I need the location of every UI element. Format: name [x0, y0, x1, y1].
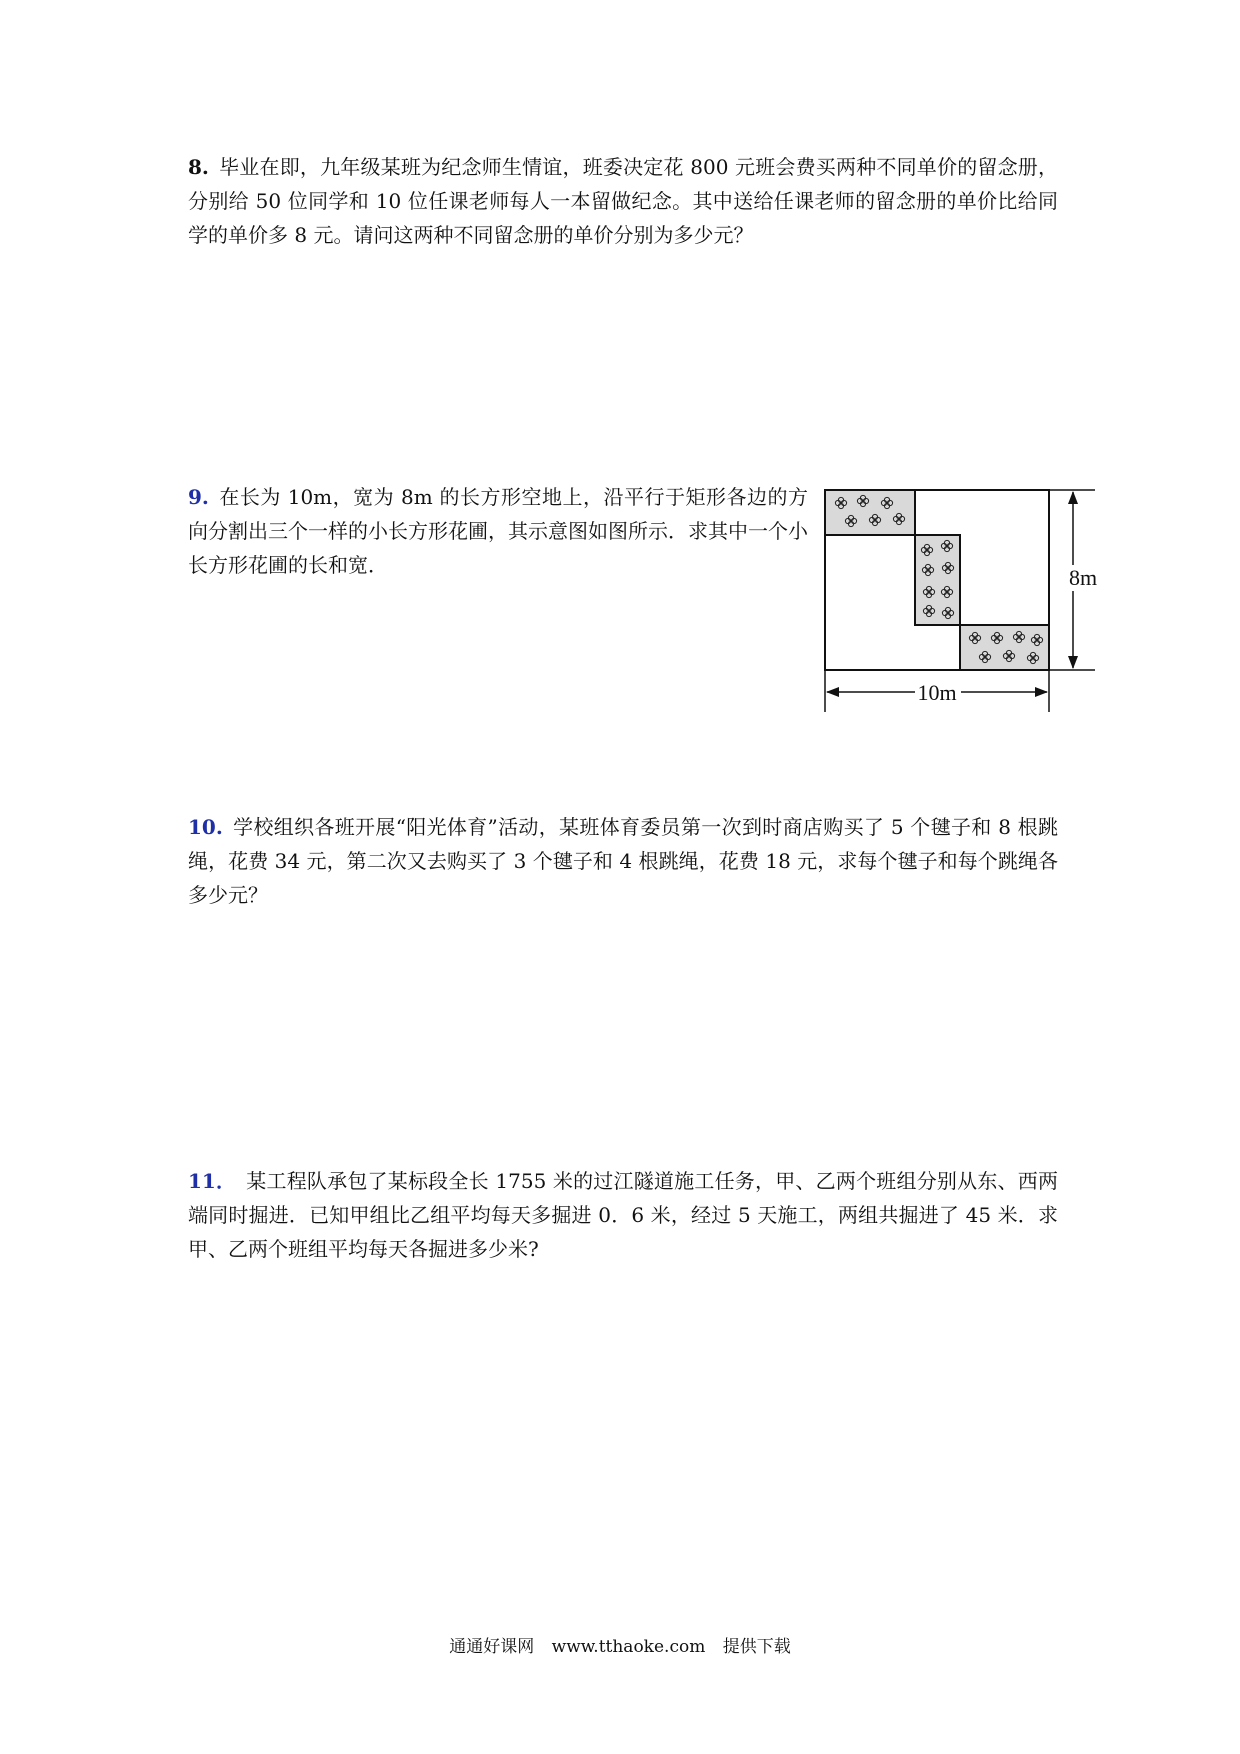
- problem-text: 某工程队承包了某标段全长 1755 米的过江隧道施工任务，甲、乙两个班组分别从东、西两端同时掘进．已知甲组比乙组平均每天多掘进 0．6 米，经过 5 天施工，两组共掘进了 45 米．求甲、乙两个班组平均每天各掘进多少米?: [188, 1169, 1058, 1261]
- problem-number: 11．: [188, 1169, 237, 1193]
- width-arrowhead-right: [1035, 687, 1048, 697]
- footer-url[interactable]: www.tthaoke.com: [551, 1637, 706, 1657]
- problem-number: 10.: [188, 815, 223, 839]
- garden-diagram-svg: [815, 480, 1115, 714]
- problem-text: 在长为 10m，宽为 8m 的长方形空地上，沿平行于矩形各边的方向分割出三个一样的小长方形花圃，其示意图如图所示．求其中一个小长方形花圃的长和宽．: [188, 485, 808, 577]
- footer-suffix: 提供下载: [722, 1637, 791, 1657]
- problem-number: 8.: [188, 155, 209, 179]
- garden-diagram: [815, 480, 1115, 714]
- garden-1: [825, 490, 915, 535]
- problem-8: [188, 150, 1058, 252]
- problem-10: [188, 810, 1058, 912]
- height-arrowhead-up: [1068, 491, 1078, 504]
- problem-11: [188, 1164, 1058, 1266]
- width-arrowhead-left: [826, 687, 839, 697]
- garden-3: [960, 625, 1049, 670]
- height-arrowhead-down: [1068, 656, 1078, 669]
- problem-9: [188, 480, 808, 582]
- page-footer: [0, 1632, 1240, 1657]
- height-label: 8m: [1068, 565, 1098, 590]
- footer-site-name: 通通好课网: [449, 1637, 535, 1657]
- problem-text: 毕业在即，九年级某班为纪念师生情谊，班委决定花 800 元班会费买两种不同单价的留念册，分别给 50 位同学和 10 位任课老师每人一本留做纪念。其中送给任课老师的留念册的单价比给同学的单价多 8 元。请问这两种不同留念册的单价分别为多少元？: [188, 155, 1058, 247]
- width-label: 10m: [917, 680, 957, 705]
- problem-text: 学校组织各班开展“阳光体育”活动，某班体育委员第一次到时商店购买了 5 个毽子和 8 根跳绳，花费 34 元，第二次又去购买了 3 个毽子和 4 根跳绳，花费 18 元，求每个毽子和每个跳绳各多少元？: [188, 815, 1058, 907]
- problem-number: 9.: [188, 485, 209, 509]
